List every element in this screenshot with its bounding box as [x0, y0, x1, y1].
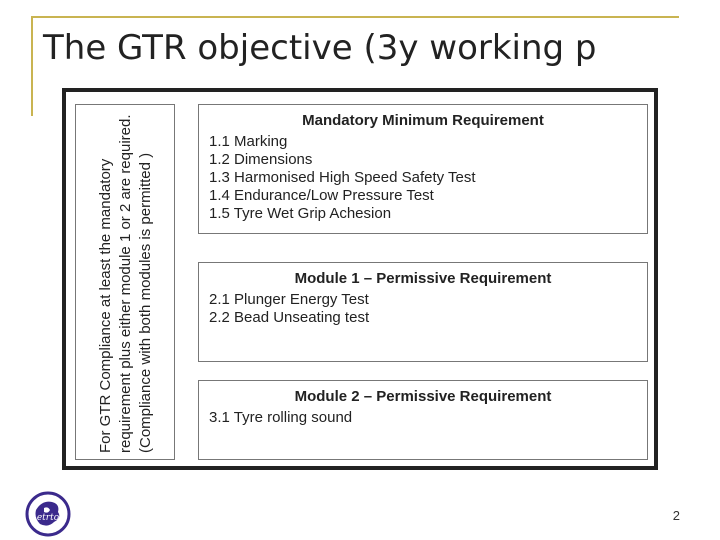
left-accent-line [31, 16, 33, 116]
module1-item: 2.1 Plunger Energy Test [209, 291, 369, 308]
module2-box [198, 380, 648, 460]
top-accent-line [31, 16, 679, 18]
page-number: 2 [672, 508, 680, 523]
module1-box [198, 262, 648, 362]
slide-title: The GTR objective (3y working p [43, 28, 597, 68]
mandatory-item: 1.3 Harmonised High Speed Safety Test [209, 169, 476, 186]
requirements-figure [62, 88, 658, 470]
module2-title: Module 2 – Permissive Requirement [294, 388, 552, 405]
mandatory-item: 1.4 Endurance/Low Pressure Test [209, 187, 434, 204]
mandatory-item: 1.2 Dimensions [209, 151, 313, 168]
side-note-text: For GTR Compliance at least the mandatory requirement plus either module 1 or 2 are required. (Compliance with both modules is permitted ) [97, 114, 154, 453]
mandatory-item: 1.1 Marking [209, 133, 288, 150]
mandatory-requirement-box [198, 104, 648, 234]
module2-item: 3.1 Tyre rolling sound [209, 409, 353, 426]
module1-item: 2.2 Bead Unseating test [209, 309, 370, 326]
compliance-side-note [75, 104, 175, 460]
mandatory-title: Mandatory Minimum Requirement [302, 112, 544, 129]
module1-title: Module 1 – Permissive Requirement [294, 270, 552, 287]
europe-globe-logo-icon [24, 490, 72, 538]
logo-text: etrto [36, 513, 60, 523]
mandatory-item: 1.5 Tyre Wet Grip Achesion [209, 205, 392, 222]
